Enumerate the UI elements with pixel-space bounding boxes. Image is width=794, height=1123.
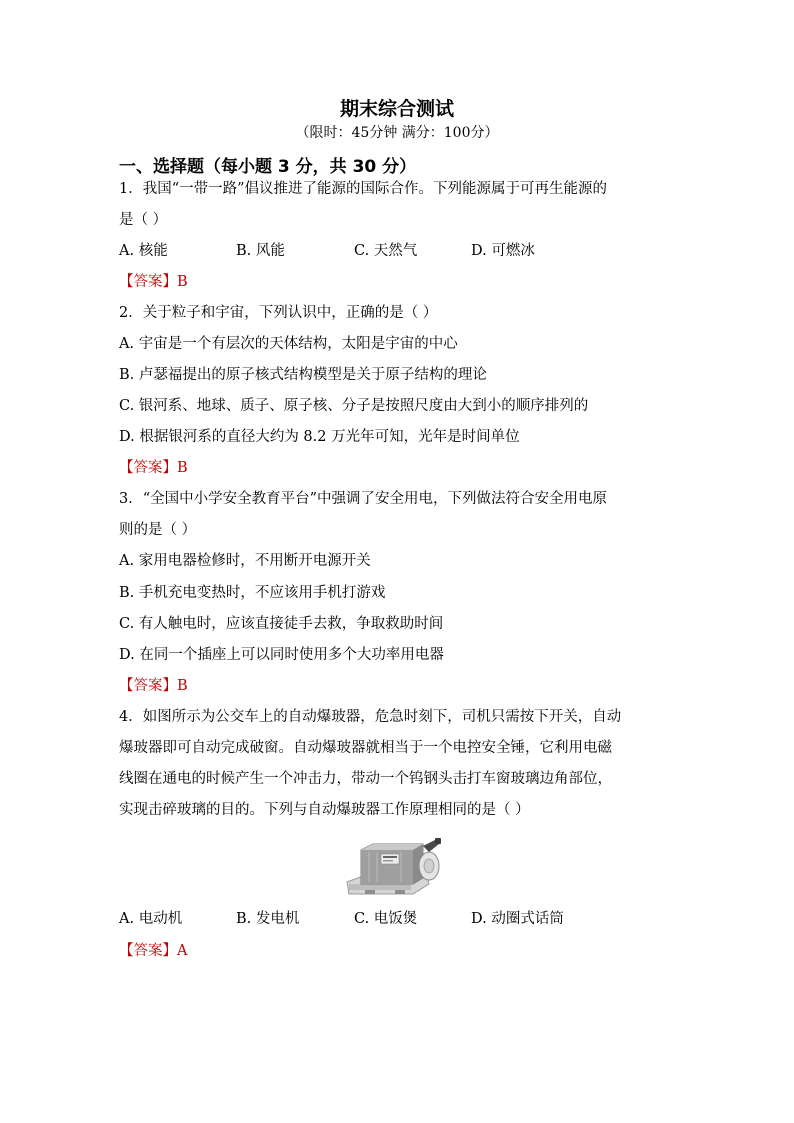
q2-option-a: A. 宇宙是一个有层次的天体结构，太阳是宇宙的中心 bbox=[119, 336, 458, 352]
q4-stem-line-4: 实现击碎玻璃的目的。下列与自动爆玻器工作原理相同的是（ ） bbox=[119, 802, 530, 818]
q2-option-d: D. 根据银河系的直径大约为 8.2 万光年可知，光年是时间单位 bbox=[119, 429, 520, 445]
q1-stem-line-2: 是（ ） bbox=[119, 212, 168, 228]
q2-stem-line-1: 2．关于粒子和宇宙，下列认识中，正确的是（ ） bbox=[119, 305, 438, 321]
answer-label: 【答案】 bbox=[119, 678, 177, 694]
q4-option-a: A. 电动机 bbox=[119, 911, 183, 927]
answer-label: 【答案】 bbox=[119, 274, 177, 290]
q3-answer bbox=[119, 675, 188, 697]
auto-glass-breaker-device-icon bbox=[343, 838, 445, 902]
q2-answer bbox=[119, 457, 188, 479]
q3-stem-line-1: 3．“全国中小学安全教育平台”中强调了安全用电，下列做法符合安全用电原 bbox=[119, 491, 608, 507]
answer-value: A bbox=[177, 943, 188, 959]
answer-label: 【答案】 bbox=[119, 943, 177, 959]
page-title: 期末综合测试 bbox=[339, 98, 454, 120]
answer-value: B bbox=[177, 274, 188, 290]
q1-option-d: D. 可燃冰 bbox=[471, 243, 535, 259]
q3-option-d: D. 在同一个插座上可以同时使用多个大功率用电器 bbox=[119, 647, 444, 663]
q1-option-a: A. 核能 bbox=[119, 243, 168, 259]
answer-value: B bbox=[177, 460, 188, 476]
q2-option-b: B. 卢瑟福提出的原子核式结构模型是关于原子结构的理论 bbox=[119, 367, 487, 383]
answer-value: B bbox=[177, 678, 188, 694]
q2-option-c: C. 银河系、地球、质子、原子核、分子是按照尺度由大到小的顺序排列的 bbox=[119, 398, 589, 414]
q1-option-b: B. 风能 bbox=[236, 243, 285, 259]
section-heading: 一、选择题（每小题 3 分，共 30 分） bbox=[119, 157, 417, 177]
q4-option-b: B. 发电机 bbox=[236, 911, 300, 927]
q4-stem-line-1: 4．如图所示为公交车上的自动爆玻器，危急时刻下，司机只需按下开关，自动 bbox=[119, 709, 622, 725]
q1-option-c: C. 天然气 bbox=[354, 243, 418, 259]
q3-option-b: B. 手机充电变热时，不应该用手机打游戏 bbox=[119, 585, 386, 601]
q4-answer bbox=[119, 940, 187, 962]
q3-option-c: C. 有人触电时，应该直接徒手去救，争取救助时间 bbox=[119, 616, 444, 632]
q3-stem-line-2: 则的是（ ） bbox=[119, 522, 197, 538]
q4-stem-line-3: 线圈在通电的时候产生一个冲击力，带动一个钨钢头击打车窗玻璃边角部位， bbox=[119, 771, 612, 787]
page-subtitle: （限时：45分钟 满分：100分） bbox=[295, 125, 499, 141]
answer-label: 【答案】 bbox=[119, 460, 177, 476]
q1-stem-line-1: 1．我国“一带一路”倡议推进了能源的国际合作。下列能源属于可再生能源的 bbox=[119, 181, 608, 197]
q1-answer bbox=[119, 271, 188, 293]
q3-option-a: A. 家用电器检修时，不用断开电源开关 bbox=[119, 553, 371, 569]
q4-option-c: C. 电饭煲 bbox=[354, 911, 418, 927]
q4-option-d: D. 动圈式话筒 bbox=[471, 911, 564, 927]
q4-stem-line-2: 爆玻器即可自动完成破窗。自动爆玻器就相当于一个电控安全锤，它利用电磁 bbox=[119, 740, 612, 756]
